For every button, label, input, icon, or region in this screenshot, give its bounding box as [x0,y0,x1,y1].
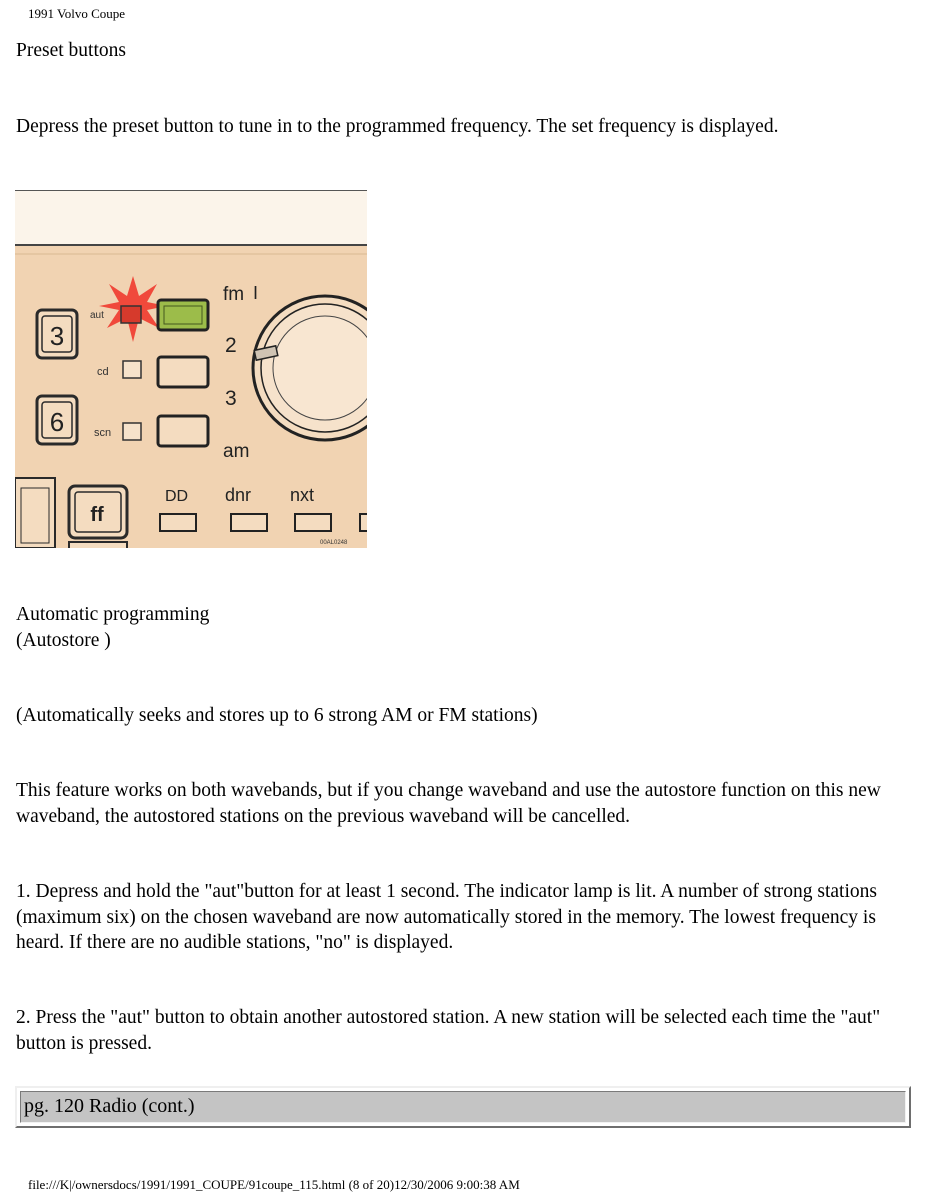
dnr-label: dnr [225,485,252,505]
section-title-autostore [16,602,209,653]
dolby-label: DD [165,488,189,505]
am-label: am [223,441,250,462]
preset-button-6 [37,396,77,444]
figure-code: 00AL0248 [320,540,348,546]
page-navigation-link[interactable]: pg. 120 Radio (cont.) [20,1091,906,1123]
autostore-title-line1: Automatic programming [16,604,210,625]
band-1-label: I [253,283,259,303]
radio-panel-illustration [15,190,367,548]
preset-description: Depress the preset button to tune in to the programmed frequency. The set frequency is displayed. [16,116,779,137]
autostore-step-2: 2. Press the "aut" button to obtain another autostored station. A new station will be selected each time the "aut" button is pressed. [16,1007,881,1054]
nxt-label: nxt [290,485,315,505]
fm-label: fm [223,284,245,305]
scn-label: scn [94,427,112,439]
section-title-preset-buttons: Preset buttons [16,40,126,61]
ff-button [69,486,127,538]
cd-button [158,357,208,387]
autostore-paragraph: This feature works on both wavebands, but if you change waveband and use the autostore function on this new waveband, the autostored stations on the previous waveband will be cancelled. [16,780,881,827]
cd-indicator [123,361,141,378]
autostore-step-1: 1. Depress and hold the "aut"button for at least 1 second. The indicator lamp is lit. A number of strong stations (maximum six) on the chosen waveband are now automatically stored in the memory. The lowest frequency is heard. If there are no audible stations, "no" is displayed. [16,881,877,953]
dolby-button [160,514,196,531]
preset-button-3 [37,310,77,358]
aut-indicator-lamp [121,306,141,323]
dnr-button [231,514,267,531]
document-header-title: 1991 Volvo Coupe [28,6,126,21]
aut-button-lit [158,300,208,330]
preset-3-label: 3 [49,321,65,351]
scn-indicator [123,423,141,440]
band-2-label: 2 [225,334,237,357]
preset-6-label: 6 [49,407,65,437]
ff-label: ff [90,504,104,526]
autostore-subtitle: (Automatically seeks and stores up to 6 strong AM or FM stations) [16,705,538,726]
band-3-label: 3 [225,387,237,410]
autostore-title-line2: (Autostore ) [16,629,111,651]
cd-label: cd [97,366,109,378]
nxt-button [295,514,331,531]
file-url-footer: file:///K|/ownersdocs/1991/1991_COUPE/91coupe_115.html (8 of 20)12/30/2006 9:00:38 AM [28,1177,520,1192]
page-navigation-bar [15,1086,911,1128]
aut-label: aut [90,310,104,321]
scn-button [158,416,208,446]
